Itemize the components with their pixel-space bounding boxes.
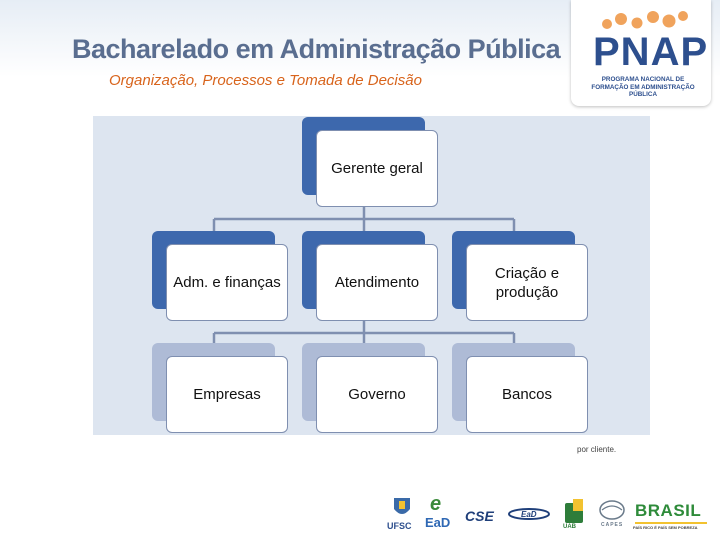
cse-logo <box>463 495 503 533</box>
ufsc-label: UFSC <box>387 521 412 531</box>
uab-accent-icon <box>573 499 583 511</box>
brasil-logo <box>633 495 709 533</box>
ufsc-crest-icon <box>387 495 417 521</box>
node-label: Empresas <box>166 356 288 433</box>
uab-label: UAB <box>563 524 576 530</box>
ead-label: EaD <box>425 515 451 530</box>
node-label: Governo <box>316 356 438 433</box>
page-title: Bacharelado em Administração Pública <box>72 34 561 64</box>
cse-label: CSE <box>465 508 494 524</box>
node-label: Criação e produção <box>466 244 588 321</box>
logo-tagline: PROGRAMA NACIONAL DE FORMAÇÃO EM ADMINISTRAÇÃO PÚBLICA <box>591 76 695 98</box>
brasil-motto: PAÍS RICO É PAÍS SEM POBREZA <box>633 525 698 530</box>
page-subtitle: Organização, Processos e Tomada de Decisão <box>109 72 422 89</box>
capes-globe-icon <box>598 499 626 521</box>
node-label: Gerente geral <box>316 130 438 207</box>
ead-logo <box>423 495 457 533</box>
diagram-caption: por cliente. <box>577 445 617 454</box>
ead2-label: EaD <box>521 510 537 519</box>
brasil-flag-stripe-icon <box>635 522 707 524</box>
uab-logo <box>563 495 587 533</box>
brasil-label: BRASIL <box>635 501 702 520</box>
node-label: Adm. e finanças <box>166 244 288 321</box>
node-label: Bancos <box>466 356 588 433</box>
ufsc-logo <box>387 495 417 533</box>
capes-label: CAPES <box>601 522 624 528</box>
logo-wordmark: PNAP <box>593 30 709 74</box>
capes-logo <box>595 495 629 533</box>
footer-logos <box>385 495 710 533</box>
ead2-logo <box>507 495 551 533</box>
node-label: Atendimento <box>316 244 438 321</box>
ead-e-icon: e <box>430 493 442 515</box>
